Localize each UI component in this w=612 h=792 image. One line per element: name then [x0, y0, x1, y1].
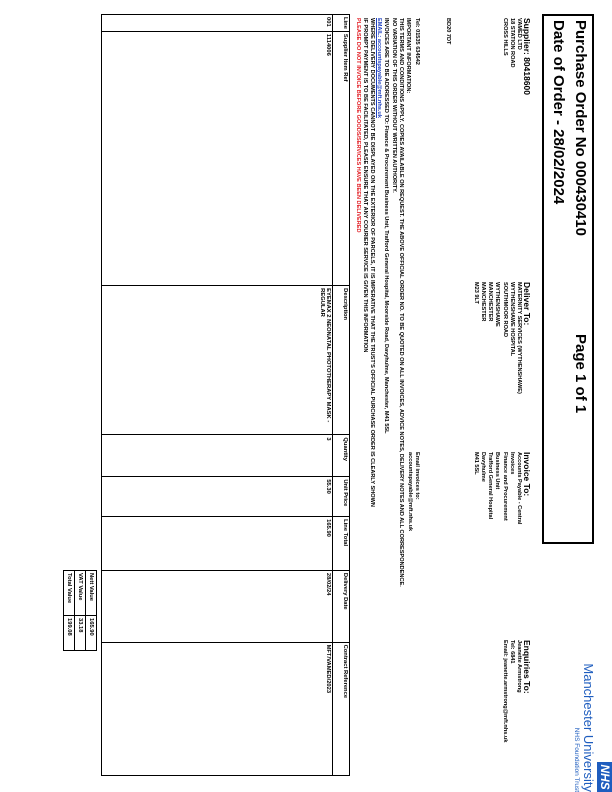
supplier-block	[500, 18, 532, 178]
supplier-address-1: 18 STATION ROAD	[508, 18, 515, 68]
invoice-to-label: Invoice To:	[522, 452, 532, 497]
cell-contract-ref: MFT/VAMED/2023	[102, 642, 333, 775]
col-header-delivery-date: Delivery Date	[333, 570, 350, 642]
deliver-line: SOUTHMOOR ROAD	[501, 282, 508, 338]
order-items-table	[101, 14, 350, 776]
nett-value-label: Nett Value	[86, 571, 97, 616]
col-header-quantity: Quantity	[333, 435, 350, 477]
total-value-label: Total Value	[64, 571, 75, 616]
table-row	[102, 15, 333, 776]
cell-quantity: 3	[102, 435, 333, 477]
invoice-line: Finance and Procurement	[501, 452, 508, 521]
notes-line: NO VARIATION OF THIS ORDER WITHOUT WRITTEN AUTHORITY.	[390, 18, 397, 193]
supplier-label: Supplier: 80418600	[522, 18, 532, 96]
invoice-to-block	[472, 452, 532, 572]
notes-heading: IMPORTANT INFORMATION:	[405, 18, 411, 94]
deliver-to-block	[472, 282, 532, 452]
nhs-logo-icon: NHS	[597, 762, 612, 792]
deliver-line: MANCHESTER	[479, 282, 486, 322]
supplier-postcode: BD20 7DT	[445, 18, 451, 45]
col-header-unit-price: Unit Price	[333, 477, 350, 517]
notes-warning: PLEASE DO NOT INVOICE BEFORE GOODS/SERVICES HAVE BEEN DELIVERED	[354, 18, 361, 233]
supplier-name: VAMED LTD	[516, 18, 522, 50]
po-number-title: Purchase Order No 000430410	[572, 20, 589, 236]
page-indicator: Page 1 of 1	[572, 334, 589, 414]
cell-line-total: 165.90	[102, 517, 333, 571]
totals-row	[86, 571, 97, 651]
invoice-line: Invoices	[508, 452, 515, 475]
deliver-to-label: Deliver To:	[522, 282, 532, 326]
totals-table	[63, 570, 97, 651]
totals-row	[75, 571, 86, 651]
cell-delivery-date: 28/02/24	[102, 570, 333, 642]
enquiries-block	[500, 640, 532, 790]
nett-value: 165.90	[86, 616, 97, 651]
deliver-line: WYTHENSHAWE HOSPITAL	[508, 282, 515, 357]
vat-value-label: VAT Value	[75, 571, 86, 616]
invoice-line: Davyhulme	[479, 452, 486, 482]
notes-line: INVOICES ARE TO BE ADDRESSED TO: Finance & Procurement Business Unit, Trafford General Hospital, Moorside Road, Davyhulme, Manchester, M41 5SL	[383, 18, 390, 434]
col-header-item-ref: Supplier Item Ref	[333, 31, 350, 285]
notes-line: WHERE DELIVERY DOCUMENTS CANNOT BE DISPLAYED ON THE EXTERIOR OF PARCELS, IT IS IMPERATIVE THAT THE TRUST'S OFFICIAL PURCHASE ORDER IS CLEARLY SHOWN	[368, 18, 375, 507]
total-value: 199.08	[64, 616, 75, 651]
supplier-tel: Tel: 01535 634542	[414, 18, 420, 65]
deliver-line: MATERNITY SERVICES (WYTHENSHAWE)	[516, 282, 522, 394]
invoice-line: Trafford General Hospital	[487, 452, 494, 520]
notes-email-line	[375, 18, 382, 758]
invoice-line: Business Unit	[494, 452, 501, 490]
table-header-row	[333, 15, 350, 776]
col-header-contract-ref: Contract Reference	[333, 642, 350, 775]
important-information	[353, 18, 411, 758]
notes-email-label: EMAIL:	[376, 18, 383, 39]
cell-description: EYEMAX 2 NEONATAL PHOTOTHERAPY MASK - REGULAR	[102, 286, 333, 435]
col-header-description: Description	[333, 286, 350, 435]
col-header-line: Line	[333, 15, 350, 32]
notes-email-link[interactable]: accountspayable@mft.nhs.uk	[376, 38, 383, 118]
deliver-line: M23 9LT	[472, 282, 479, 304]
enquiries-tel: Tel: 6841	[508, 640, 515, 664]
cell-line: 001	[102, 15, 333, 32]
invoice-email-label: Email invoices to:	[414, 452, 420, 500]
deliver-line: MANCHESTER	[487, 282, 494, 322]
logo-trust-subtitle: NHS Foundation Trust	[573, 727, 580, 792]
title-box	[542, 14, 594, 544]
enquiries-label: Enquiries To:	[522, 640, 532, 694]
invoice-line: Accounts Payable - Central	[516, 452, 522, 525]
cell-unit-price: 55.30	[102, 477, 333, 517]
logo-trust-name: Manchester University	[581, 663, 596, 792]
order-date: Date of Order - 28/02/2024	[550, 20, 567, 205]
enquiries-name: Jeanette Armstrong	[516, 640, 522, 693]
enquiries-email: Email: jeanette.armstrong@mft.nhs.uk	[501, 640, 508, 743]
col-header-line-total: Line Total	[333, 517, 350, 571]
deliver-line: WYTHENSHAWE	[494, 282, 501, 327]
notes-line: IF PROMPT PAYMENT IS TO BE FACILITATED, PLEASE ENSURE THAT ANY COURIER SERVICE IS GIVEN THIS INFORMATION	[361, 18, 368, 353]
totals-row	[64, 571, 75, 651]
notes-line: THIS TERMS AND CONDITIONS APPLY. COPIES AVAILABLE ON REQUEST. THE ABOVE OFFICIAL ORDER NO. TO BE QUOTED ON ALL INVOICES, ADVICE NOTES, DELIVERY NOTES AND ALL CORRESPONDENCE.	[397, 18, 404, 587]
invoice-line: M41 5SL	[472, 452, 479, 475]
vat-value: 33.18	[75, 616, 86, 651]
cell-item-ref: 1114006	[102, 31, 333, 285]
supplier-address-2: CROSS HILLS	[501, 18, 508, 56]
invoice-email[interactable]: accountspayable@mft.nhs.uk	[407, 452, 413, 532]
